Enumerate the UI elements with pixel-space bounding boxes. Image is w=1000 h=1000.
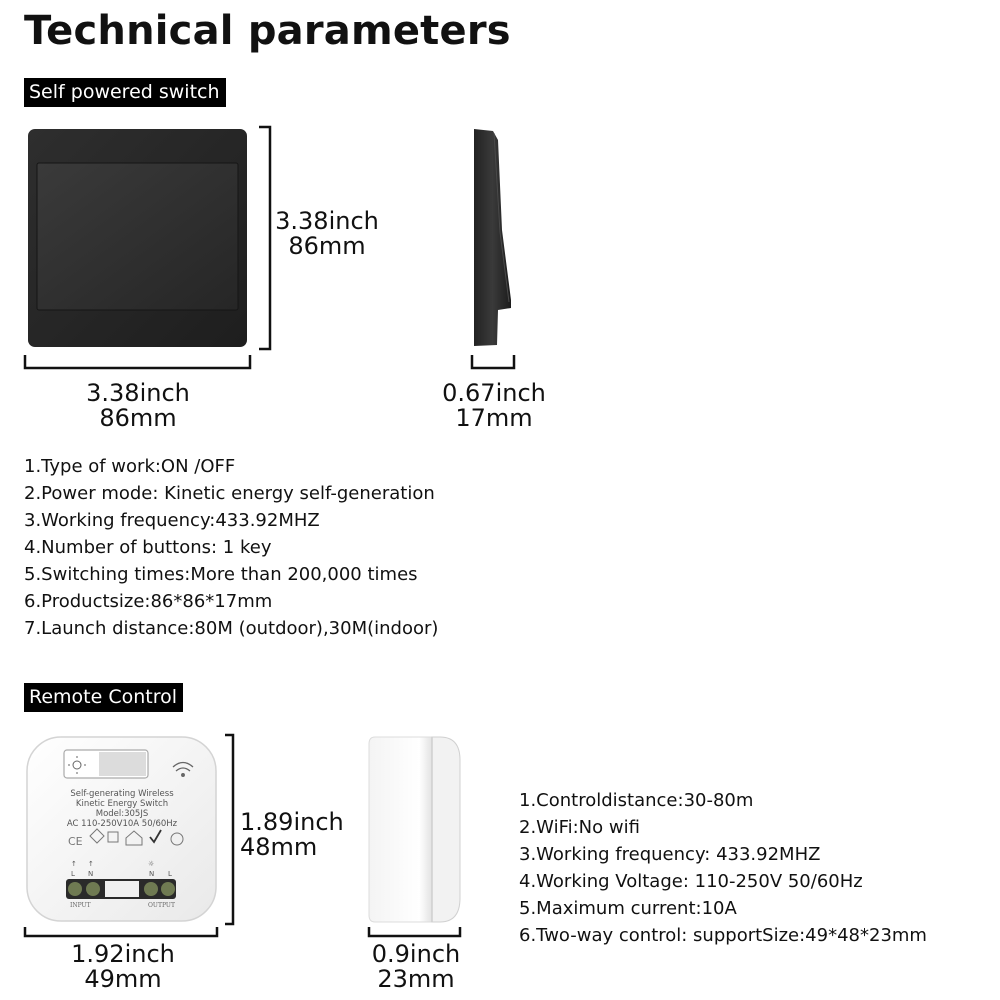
svg-text:CE: CE [68, 835, 83, 848]
page-title: Technical parameters [24, 8, 511, 54]
svg-text:L: L [168, 870, 172, 878]
remote-width-mm: 49mm [84, 965, 162, 993]
remote-depth-inch: 0.9inch [371, 940, 461, 968]
svg-text:N: N [149, 870, 155, 878]
svg-text:N: N [88, 870, 94, 878]
switch-depth-mm: 17mm [455, 404, 533, 432]
remote-spec-item: 2.WiFi:No wifi [519, 817, 640, 838]
svg-text:☼: ☼ [148, 860, 155, 868]
switch-width-mm: 86mm [99, 404, 177, 432]
remote-label-line: Kinetic Energy Switch [75, 799, 169, 809]
remote-label-line: Model:305JS [95, 809, 149, 819]
remote-spec-item: 1.Controldistance:30-80m [519, 790, 754, 811]
remote-height-mm: 48mm [240, 833, 318, 861]
remote-spec-item: 4.Working Voltage: 110-250V 50/60Hz [519, 871, 863, 892]
remote-spec-item: 6.Two-way control: supportSize:49*48*23mm [519, 925, 927, 946]
remote-label-line: Self-generating Wireless [70, 789, 174, 799]
remote-spec-item: 3.Working frequency: 433.92MHZ [519, 844, 821, 865]
remote-depth-mm: 23mm [377, 965, 455, 993]
switch-width-inch: 3.38inch [86, 379, 190, 407]
switch-height-inch: 3.38inch [275, 207, 379, 235]
remote-spec-list [519, 787, 927, 949]
switch-height-mm: 86mm [288, 232, 366, 260]
switch-spec-item: 5.Switching times:More than 200,000 times [24, 564, 418, 585]
remote-input-label: INPUT [70, 902, 91, 909]
svg-text:↑: ↑ [71, 860, 77, 868]
remote-output-label: OUTPUT [148, 902, 175, 909]
switch-depth-inch: 0.67inch [442, 379, 546, 407]
switch-spec-item: 6.Productsize:86*86*17mm [24, 591, 273, 612]
switch-section-tag: Self powered switch [24, 78, 226, 107]
remote-depth-dimension [362, 942, 470, 992]
switch-spec-item: 4.Number of buttons: 1 key [24, 537, 272, 558]
svg-text:L: L [71, 870, 75, 878]
svg-text:↑: ↑ [88, 860, 94, 868]
remote-section-tag: Remote Control [24, 683, 183, 712]
switch-spec-item: 1.Type of work:ON /OFF [24, 456, 236, 477]
remote-height-inch: 1.89inch [240, 808, 344, 836]
remote-width-inch: 1.92inch [71, 940, 175, 968]
switch-spec-item: 2.Power mode: Kinetic energy self-generation [24, 483, 435, 504]
remote-label-line: AC 110-250V10A 50/60Hz [66, 819, 178, 829]
remote-spec-item: 5.Maximum current:10A [519, 898, 737, 919]
switch-spec-item: 3.Working frequency:433.92MHZ [24, 510, 320, 531]
switch-spec-item: 7.Launch distance:80M (outdoor),30M(indoor) [24, 618, 439, 639]
